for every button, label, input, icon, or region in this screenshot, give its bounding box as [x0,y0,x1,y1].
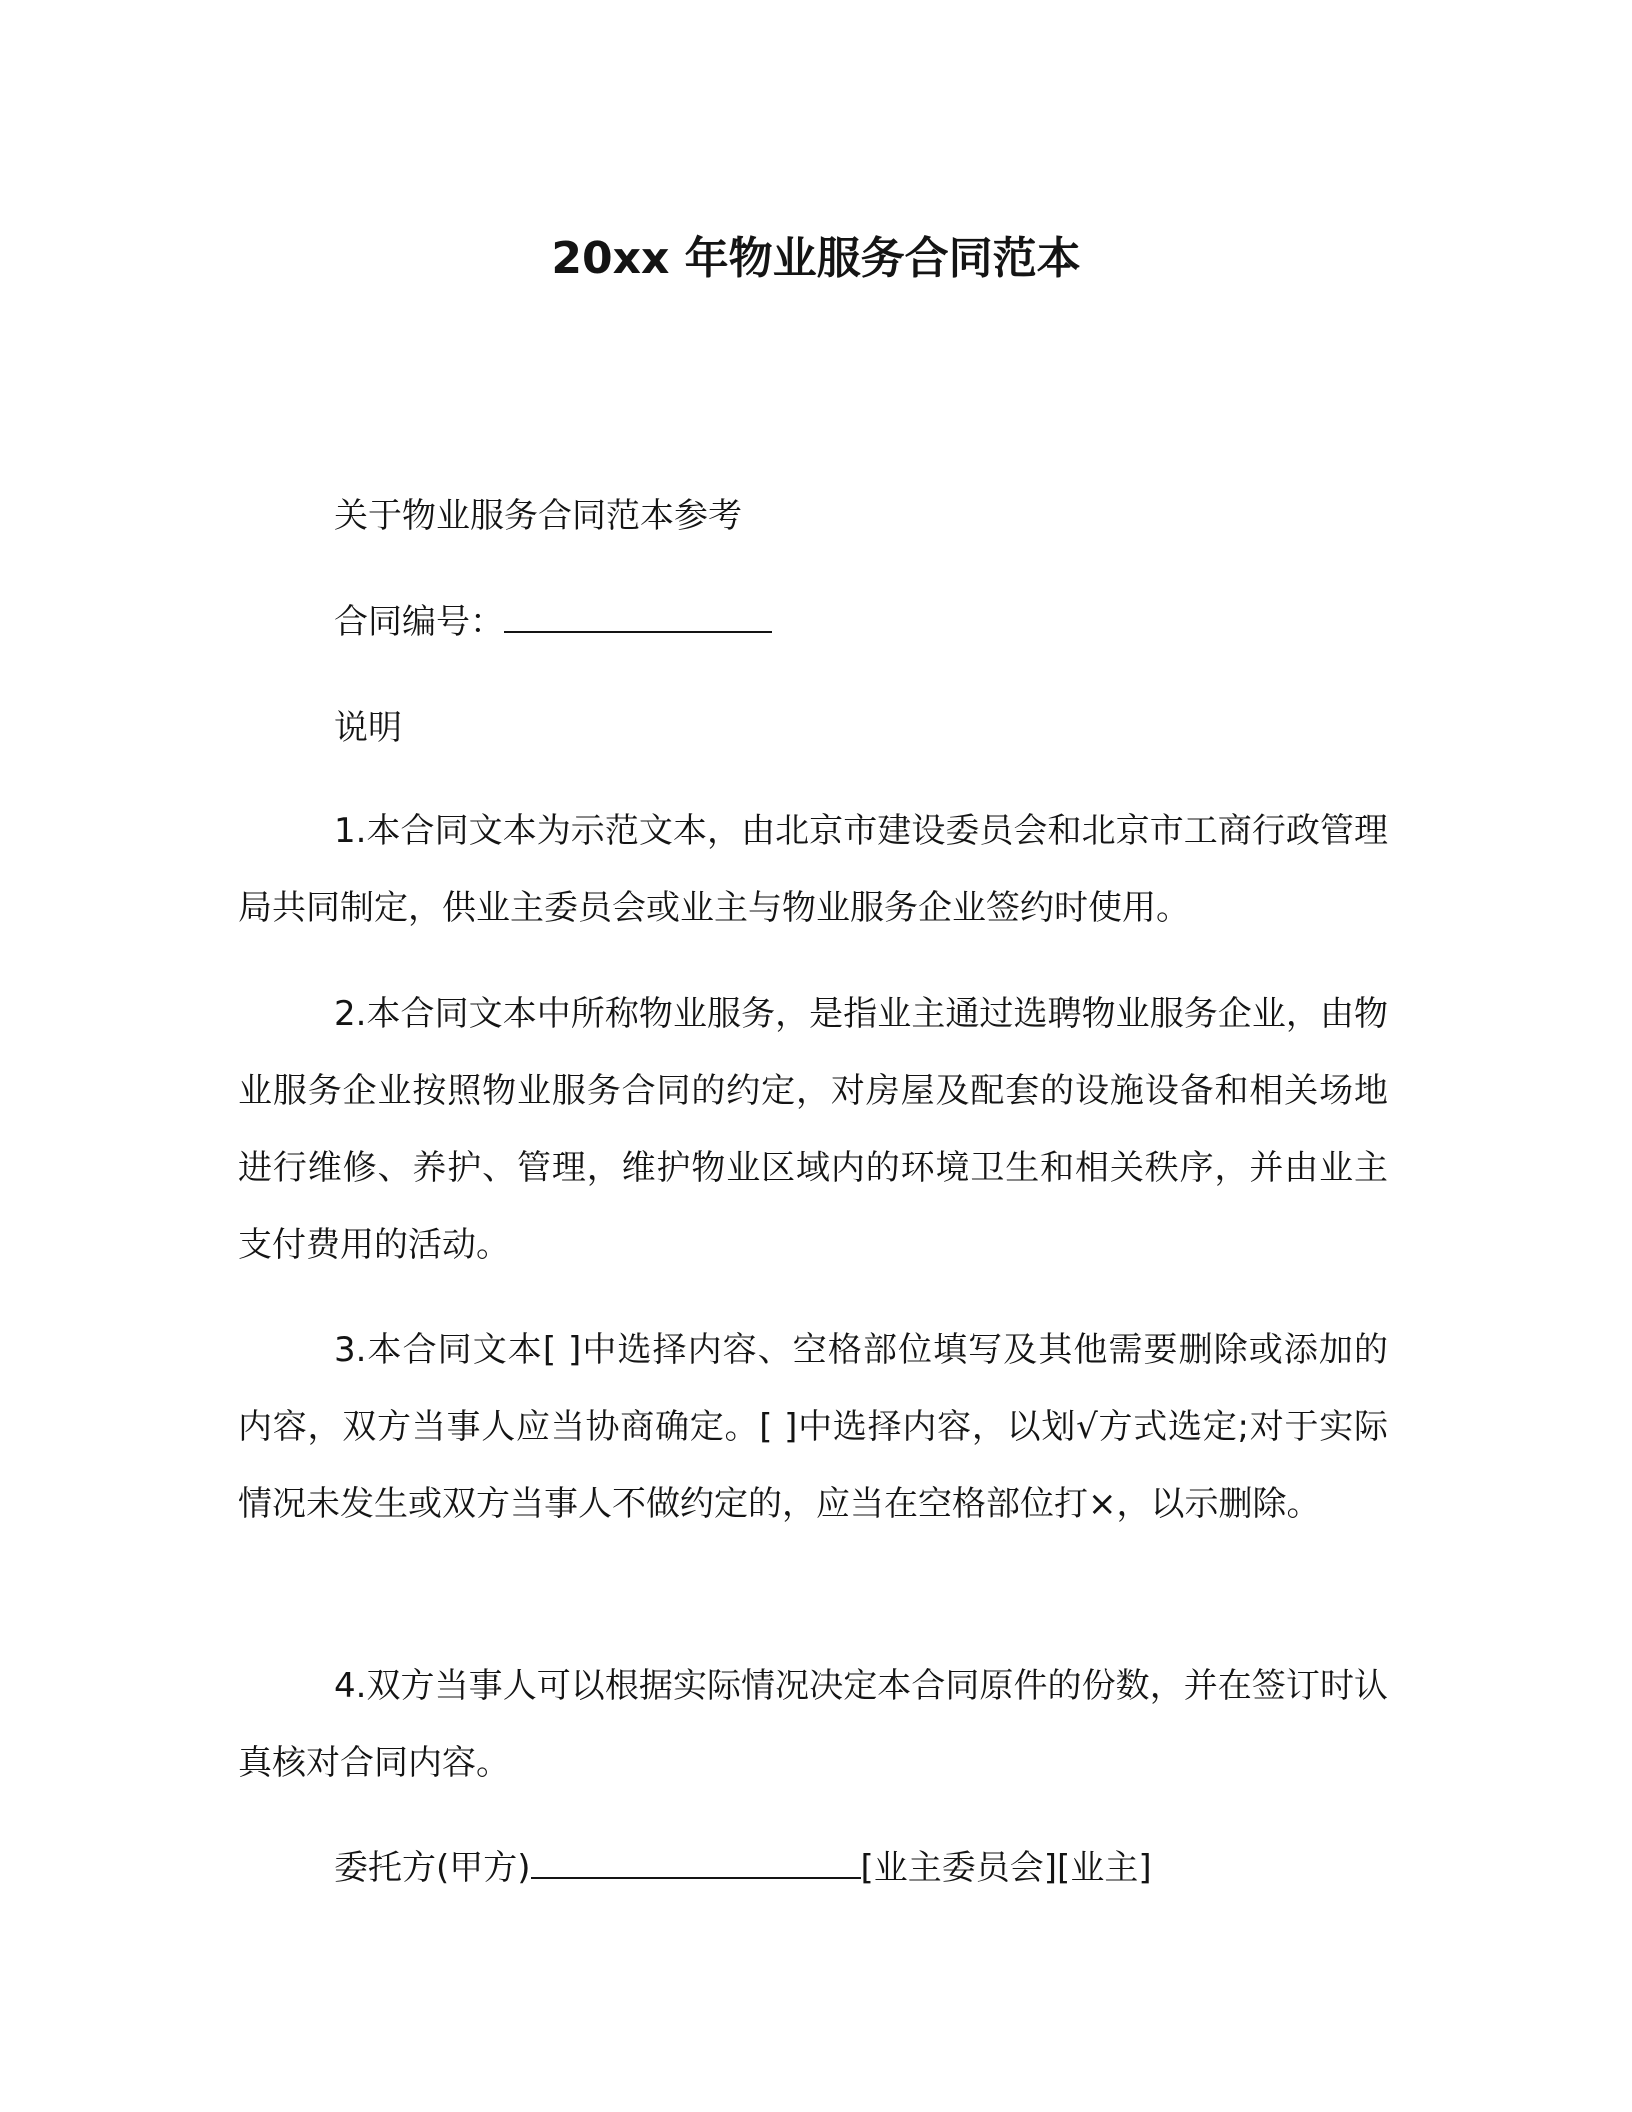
contract-number-label: 合同编号： [334,602,504,642]
note-paragraph-2: 2.本合同文本中所称物业服务，是指业主通过选聘物业服务企业，由物业服务企业按照物业服务合同的约定，对房屋及配套的设施设备和相关场地进行维修、养护、管理，维护物业区域内的环境卫生和相关秩序，并由业主支付费用的活动。 [238,994,1388,1265]
document-subtitle: 关于物业服务合同范本参考 [334,496,742,536]
principal-options: [业主委员会][业主] [860,1848,1152,1888]
note-paragraph-1: 1.本合同文本为示范文本，由北京市建设委员会和北京市工商行政管理局共同制定，供业主委员会或业主与物业服务企业签约时使用。 [238,811,1388,928]
notes-heading: 说明 [334,708,402,748]
principal-blank [531,1847,861,1879]
principal-label: 委托方(甲方) [334,1848,531,1888]
document-title: 20xx 年物业服务合同范本 [551,233,1081,284]
principal-line [334,1830,1152,1907]
note-paragraph-3: 3.本合同文本[ ]中选择内容、空格部位填写及其他需要删除或添加的内容，双方当事人应当协商确定。[ ]中选择内容，以划√方式选定;对于实际情况未发生或双方当事人不做约定的，应当在空格部位打×，以示删除。 [238,1330,1388,1524]
contract-number-blank [504,601,772,633]
contract-number-line [334,584,772,661]
note-paragraph-4: 4.双方当事人可以根据实际情况决定本合同原件的份数，并在签订时认真核对合同内容。 [238,1666,1388,1783]
